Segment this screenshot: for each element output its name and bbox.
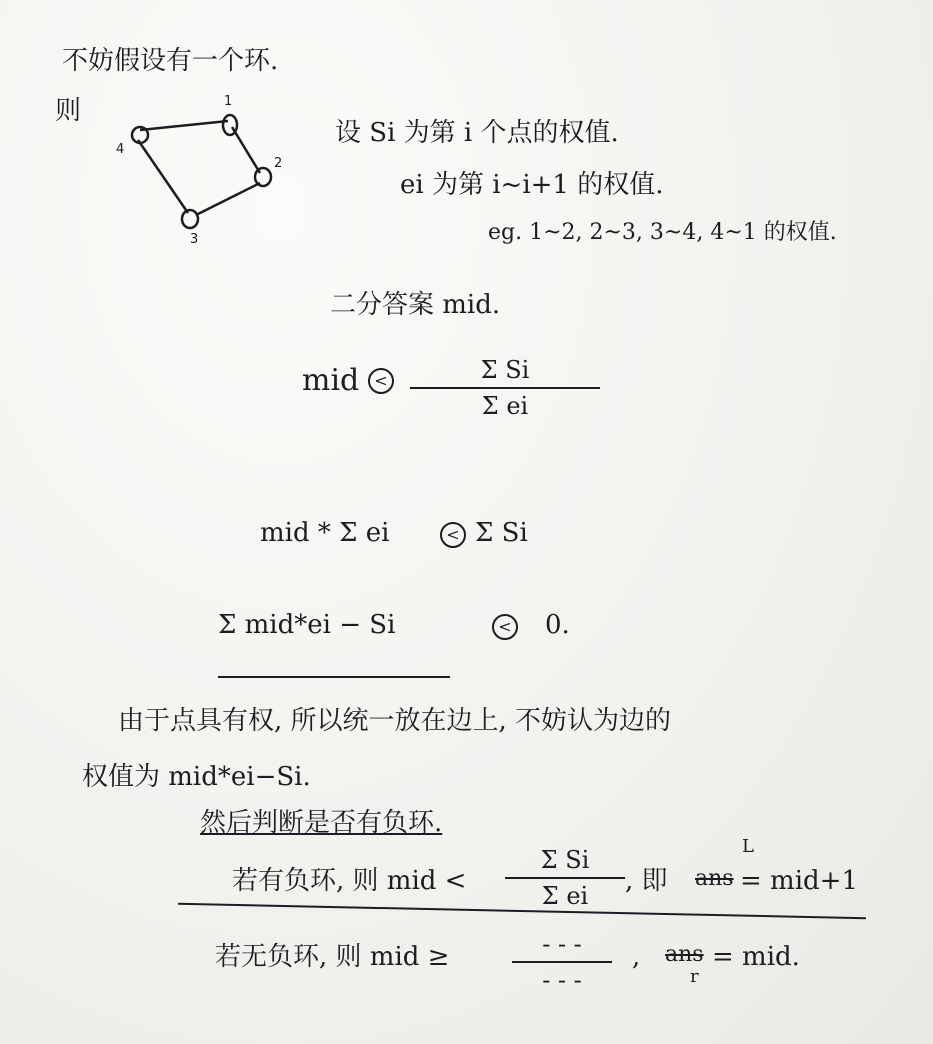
explain-line-1: 由于点具有权, 所以统一放在边上, 不妨认为边的 (118, 706, 672, 736)
case1-var-old: ans (695, 866, 734, 891)
case2-fraction (512, 930, 612, 994)
ineq2-compare-symbol: < (440, 522, 466, 548)
ineq3-compare-symbol: < (492, 614, 518, 640)
node-label-1: 1 (224, 95, 233, 109)
edge-4-1 (140, 121, 228, 130)
explain-line-3: 然后判断是否有负环. (200, 808, 443, 838)
node-label-3: 3 (190, 232, 199, 245)
def-s: 设 Si 为第 i 个点的权值. (335, 118, 619, 148)
cycle-graph-diagram (110, 95, 300, 245)
node-1 (223, 115, 237, 135)
edge-3-4 (138, 140, 188, 213)
ineq3-underline (218, 676, 450, 678)
intro-line-1: 不妨假设有一个环. (62, 46, 279, 76)
node-label-2: 2 (274, 156, 283, 171)
case2-denominator: - - - (542, 966, 582, 994)
case2-var-old: ans (665, 942, 704, 967)
ineq1-numerator: Σ Si (480, 356, 530, 384)
explain-line-2: 权值为 mid*ei−Si. (82, 762, 311, 792)
case2-result: = mid. (712, 942, 800, 972)
ineq2-right: Σ Si (475, 518, 528, 548)
ineq1-compare (368, 368, 394, 394)
case2-then: , (632, 942, 641, 972)
case1-then: , 即 (625, 866, 668, 896)
edge-1-2 (232, 127, 260, 173)
case2-numerator: - - - (542, 930, 582, 958)
ineq1-mid: mid (302, 363, 360, 398)
case2-prefix: 若无负环, 则 mid ≥ (215, 942, 450, 972)
ineq3-right: 0. (545, 610, 570, 640)
intro-line-2: 则 (55, 96, 82, 126)
case2-var-new: r (690, 966, 699, 987)
case1-result: = mid+1 (740, 866, 858, 896)
ineq1-fraction (410, 356, 600, 420)
ineq2-compare (440, 522, 466, 548)
case2-fraction-bar (512, 961, 612, 963)
ineq1-denominator: Σ ei (481, 392, 529, 420)
node-3 (182, 210, 198, 228)
def-example: eg. 1~2, 2~3, 3~4, 4~1 的权值. (488, 220, 837, 245)
ineq1-fraction-bar (410, 387, 600, 389)
edge-2-3 (196, 183, 260, 215)
ineq3-left: Σ mid*ei − Si (218, 610, 396, 640)
case1-fraction-bar (505, 877, 625, 879)
case1-prefix: 若有负环, 则 mid < (232, 866, 467, 896)
ineq1-compare-symbol: < (368, 368, 394, 394)
node-2 (255, 168, 271, 186)
binary-title: 二分答案 mid. (330, 290, 501, 320)
case1-var-new: L (742, 836, 754, 857)
node-label-4: 4 (116, 142, 125, 157)
case1-numerator: Σ Si (540, 846, 590, 874)
ineq2-left: mid * Σ ei (260, 518, 390, 548)
case1-fraction (505, 846, 625, 910)
case1-denominator: Σ ei (541, 882, 589, 910)
ineq3-compare (492, 614, 518, 640)
def-e: ei 为第 i~i+1 的权值. (400, 170, 664, 200)
